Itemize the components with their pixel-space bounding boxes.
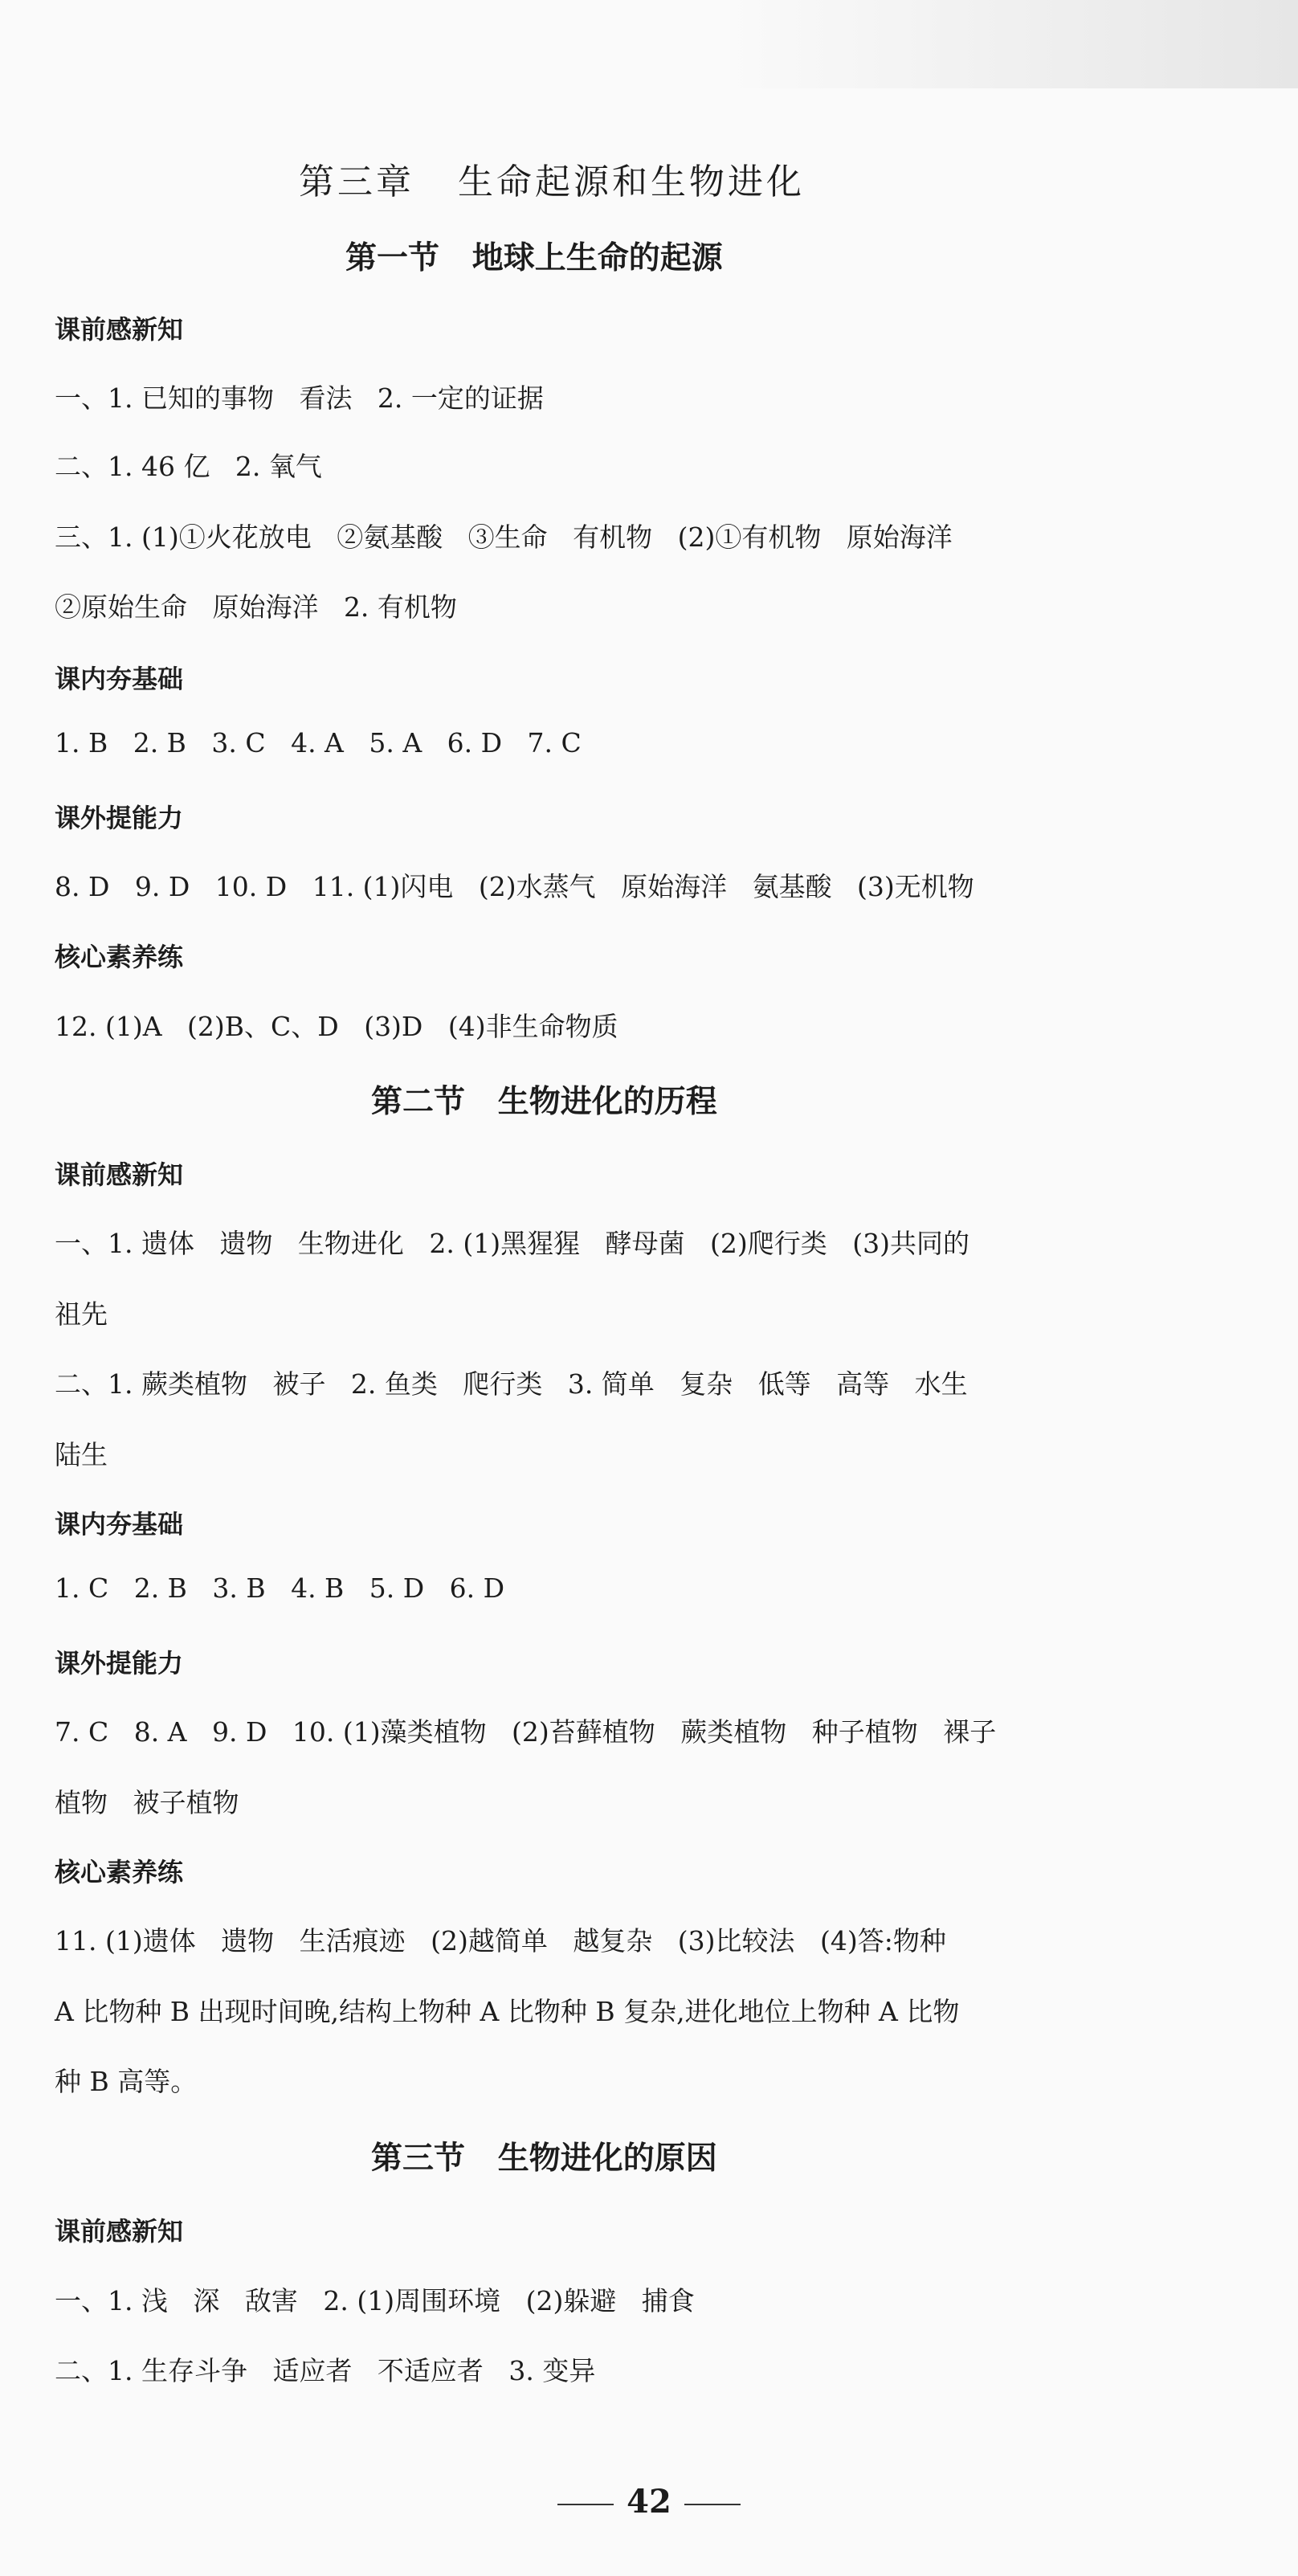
section-title-2: 第二节 生物进化的历程 <box>371 1084 717 1120</box>
subhead-in-class: 课内夯基础 <box>55 664 184 694</box>
answer-line: 二、1. 46 亿 2. 氧气 <box>55 451 322 482</box>
answer-line: 三、1. (1)①火花放电 ②氨基酸 ③生命 有机物 (2)①有机物 原始海洋 <box>55 521 953 553</box>
answer-line: 12. (1)A (2)B、C、D (3)D (4)非生命物质 <box>55 1011 618 1042</box>
page-number <box>0 2483 1298 2521</box>
section-title-3: 第三节 生物进化的原因 <box>371 2141 717 2177</box>
answer-line: 陆生 <box>55 1439 108 1470</box>
scan-shadow <box>723 0 1298 88</box>
answer-line: A 比物种 B 出现时间晚,结构上物种 A 比物种 B 复杂,进化地位上物种 A 比物 <box>55 1996 960 2027</box>
answer-line: 8. D 9. D 10. D 11. (1)闪电 (2)水蒸气 原始海洋 氨基酸 (3)无机物 <box>55 871 974 902</box>
subhead-pre-study: 课前感新知 <box>55 1159 184 1190</box>
answer-line: 1. C 2. B 3. B 4. B 5. D 6. D <box>55 1572 505 1604</box>
answer-line: 种 B 高等。 <box>55 2066 198 2097</box>
subhead-extra: 课外提能力 <box>55 803 184 833</box>
answer-line: 植物 被子植物 <box>55 1787 239 1818</box>
subhead-pre-study: 课前感新知 <box>55 314 184 345</box>
answer-line: 一、1. 已知的事物 看法 2. 一定的证据 <box>55 382 544 414</box>
page-number-value: 42 <box>627 2483 671 2521</box>
answer-line: 7. C 8. A 9. D 10. (1)藻类植物 (2)苔藓植物 蕨类植物 种子植物 裸子 <box>55 1716 997 1748</box>
answer-line: 二、1. 生存斗争 适应者 不适应者 3. 变异 <box>55 2355 596 2386</box>
page-number-dash-left <box>557 2504 614 2505</box>
section-title-1: 第一节 地球上生命的起源 <box>345 240 723 276</box>
subhead-pre-study: 课前感新知 <box>55 2216 184 2247</box>
answer-line: 11. (1)遗体 遗物 生活痕迹 (2)越简单 越复杂 (3)比较法 (4)答:物种 <box>55 1925 946 1957</box>
answer-line: 一、1. 浅 深 敌害 2. (1)周围环境 (2)躲避 捕食 <box>55 2285 695 2316</box>
page-number-dash-right <box>684 2504 741 2505</box>
subhead-extra: 课外提能力 <box>55 1648 184 1678</box>
answer-line: 祖先 <box>55 1298 108 1330</box>
chapter-title: 第三章 生命起源和生物进化 <box>299 162 805 202</box>
answer-line: 1. B 2. B 3. C 4. A 5. A 6. D 7. C <box>55 727 582 758</box>
subhead-core: 核心素养练 <box>55 1857 184 1887</box>
answer-line: 一、1. 遗体 遗物 生物进化 2. (1)黑猩猩 酵母菌 (2)爬行类 (3)共同的 <box>55 1228 969 1259</box>
answer-line: 二、1. 蕨类植物 被子 2. 鱼类 爬行类 3. 简单 复杂 低等 高等 水生 <box>55 1368 968 1400</box>
answer-line: ②原始生命 原始海洋 2. 有机物 <box>55 591 457 623</box>
subhead-in-class: 课内夯基础 <box>55 1509 184 1539</box>
subhead-core: 核心素养练 <box>55 942 184 972</box>
